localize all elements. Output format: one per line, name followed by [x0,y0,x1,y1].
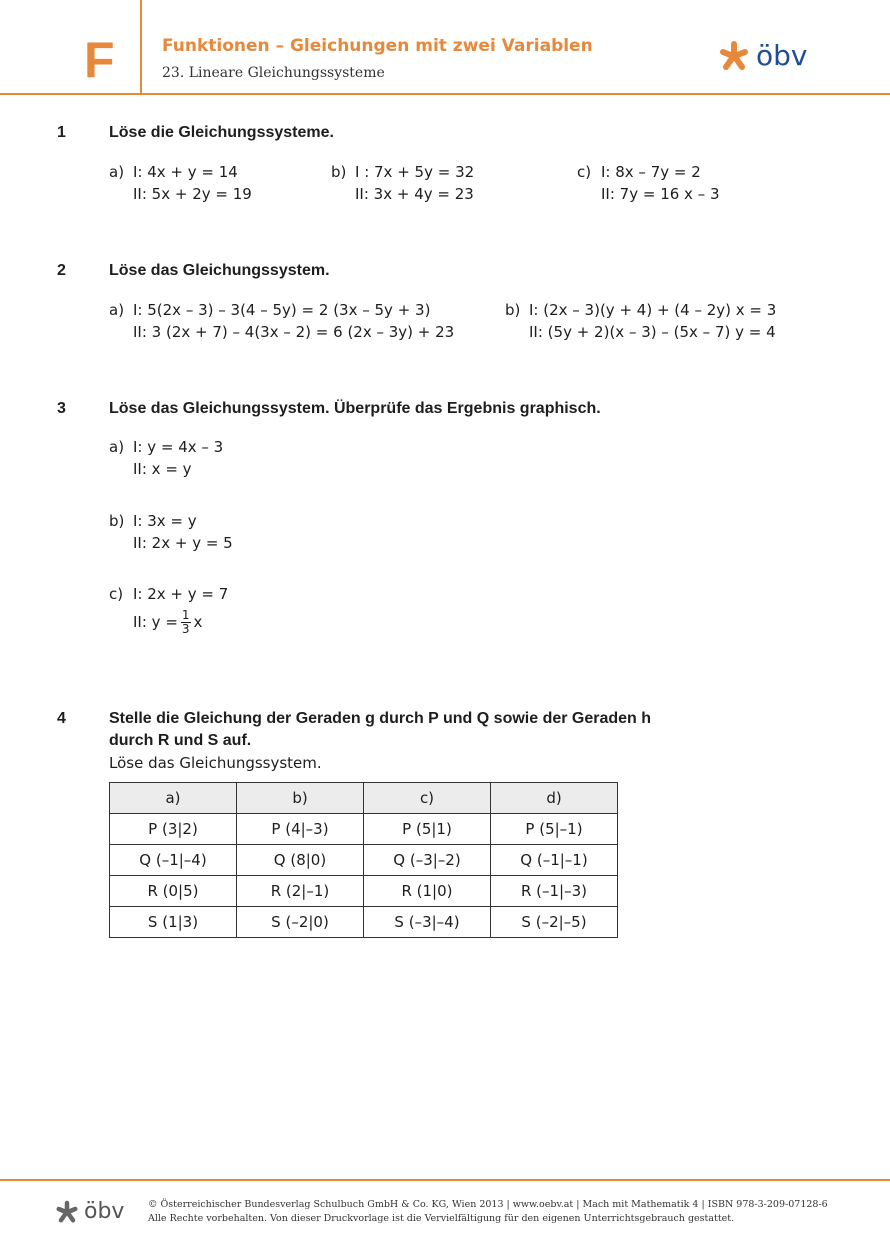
table-cell: P (5|1) [364,814,491,845]
table-header-cell: c) [364,783,491,814]
part-label: b) [505,301,521,319]
equation: I: 8x – 7y = 2 [601,163,701,181]
part-label: c) [577,163,592,181]
part-label: c) [109,585,124,603]
footer-divider [0,1179,890,1181]
equation: II: y = [133,613,178,631]
copyright-line: © Österreichischer Bundesverlag Schulbuch GmbH & Co. KG, Wien 2013 | www.oebv.at | Mach mit Mathematik 4 | ISBN 978-3-209-07128-6 [148,1199,828,1210]
task-heading: durch R und S auf. [109,732,252,749]
fraction [181,609,191,636]
task-part [577,161,720,205]
fraction-numerator: 1 [181,608,190,622]
table-cell: P (3|2) [110,814,237,845]
task-number: 2 [57,262,66,279]
table-row [110,845,618,876]
equation: I : 7x + 5y = 32 [355,163,475,181]
fraction-denominator: 3 [181,622,190,636]
logo-text: öbv [756,39,808,72]
task-heading: Löse das Gleichungssystem. Überprüfe das Ergebnis graphisch. [109,400,601,417]
table-header-cell: a) [110,783,237,814]
part-label: a) [109,438,125,456]
page-subtitle: 23. Lineare Gleichungssysteme [162,65,385,81]
table-cell: S (–2|–5) [491,907,618,938]
copyright-notice [148,1198,828,1226]
part-label: b) [109,512,125,530]
table-cell: P (5|–1) [491,814,618,845]
equation: II: (5y + 2)(x – 3) – (5x – 7) y = 4 [529,323,776,341]
publisher-logo [718,40,807,72]
rights-line: Alle Rechte vorbehalten. Von dieser Druckvorlage ist die Vervielfältigung für den eigenen Unterrichtsgebrauch gestattet. [148,1213,735,1224]
equation: II: 3x + 4y = 23 [355,185,474,203]
table-cell: Q (–1|–1) [491,845,618,876]
table-cell: R (–1|–3) [491,876,618,907]
task-part [109,161,252,205]
table-header-cell: b) [237,783,364,814]
chapter-letter: F [84,32,115,88]
task-part [109,436,223,480]
table-cell: R (1|0) [364,876,491,907]
task-heading: Stelle die Gleichung der Geraden g durch P und Q sowie der Geraden h [109,710,652,727]
table-header-row [110,783,618,814]
part-label: a) [109,163,125,181]
asterisk-logo-icon [718,40,750,72]
task-instruction: Löse das Gleichungssystem. [109,754,322,772]
equation: I: y = 4x – 3 [133,438,224,456]
table-row [110,907,618,938]
part-label: b) [331,163,347,181]
equation: I: 2x + y = 7 [133,585,229,603]
task-number: 3 [57,400,66,417]
logo-text: öbv [84,1199,125,1224]
points-table [109,782,618,938]
equation: I: (2x – 3)(y + 4) + (4 – 2y) x = 3 [529,301,777,319]
task-part [109,510,233,554]
task-part [331,161,474,205]
table-cell: S (1|3) [110,907,237,938]
page-title: Funktionen – Gleichungen mit zwei Variablen [162,36,593,56]
asterisk-logo-icon [55,1200,79,1224]
equation: I: 4x + y = 14 [133,163,238,181]
task-part [505,299,776,343]
equation: II: x = y [133,460,192,478]
part-label: a) [109,301,125,319]
table-cell: R (0|5) [110,876,237,907]
footer-logo [55,1199,124,1225]
equation: II: 3 (2x + 7) – 4(3x – 2) = 6 (2x – 3y) + 23 [133,323,455,341]
table-header-cell: d) [491,783,618,814]
table-cell: Q (–3|–2) [364,845,491,876]
table-cell: R (2|–1) [237,876,364,907]
table-row [110,876,618,907]
task-part [109,299,454,343]
equation: I: 5(2x – 3) – 3(4 – 5y) = 2 (3x – 5y + 3) [133,301,431,319]
task-part [109,583,228,636]
table-cell: Q (8|0) [237,845,364,876]
equation: II: 5x + 2y = 19 [133,185,252,203]
task-number: 1 [57,124,66,141]
equation: II: 2x + y = 5 [133,534,233,552]
equation: x [193,613,203,631]
table-cell: Q (–1|–4) [110,845,237,876]
table-cell: S (–2|0) [237,907,364,938]
task-heading: Löse die Gleichungssysteme. [109,124,334,141]
table-cell: P (4|–3) [237,814,364,845]
table-cell: S (–3|–4) [364,907,491,938]
task-heading: Löse das Gleichungssystem. [109,262,330,279]
task-number: 4 [57,710,66,727]
header-divider-horizontal [0,93,890,95]
equation: II: 7y = 16 x – 3 [601,185,720,203]
equation: I: 3x = y [133,512,197,530]
table-row [110,814,618,845]
header-divider-vertical [140,0,142,94]
